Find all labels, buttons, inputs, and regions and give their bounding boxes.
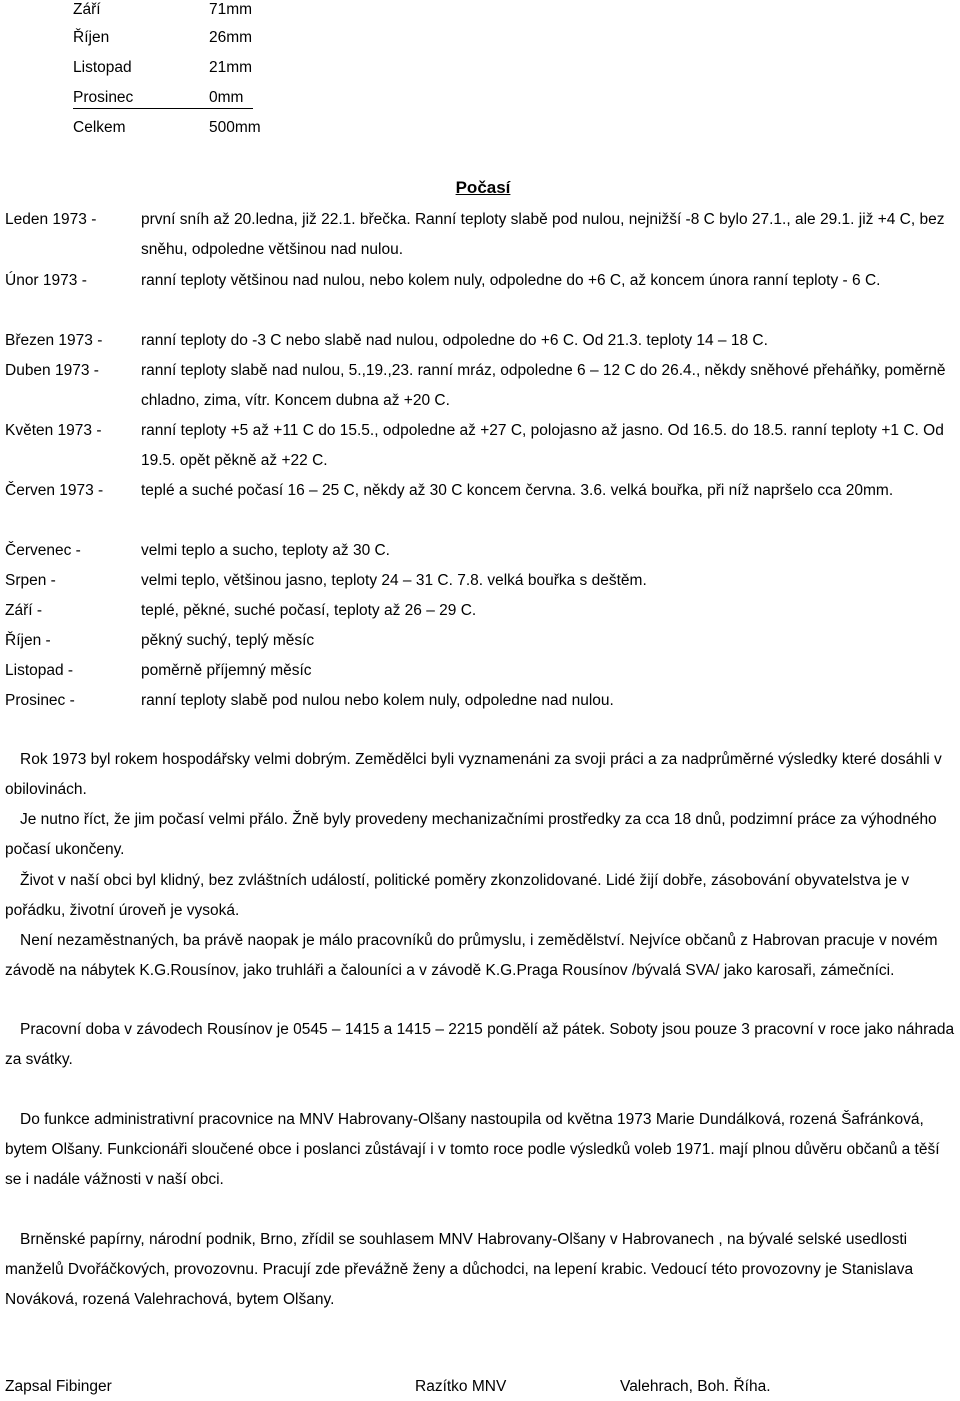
weather-row (5, 416, 960, 476)
weather-row (5, 686, 960, 716)
signature-stamp: Razítko MNV (415, 1378, 507, 1395)
weather-month-label: Květen 1973 - (5, 422, 102, 439)
chronicle-paragraph: Brněnské papírny, národní podnik, Brno, zřídil se souhlasem MNV Habrovany-Olšany v Habrovanech , na bývalé selské usedlosti manželů Dvořáčkových, provozovnu. Pracují zde převážně ženy a důchodci, na lepení krabic. Vedoucí této provozovny je Stanislava Nováková, rozená Valehrachová, bytem Olšany. (5, 1231, 914, 1308)
rainfall-value: 500mm (209, 119, 261, 136)
weather-month-label: Březen 1973 - (5, 332, 103, 349)
chronicle-paragraph: Je nutno říct, že jim počasí velmi přálo. Žně byly provedeny mechanizačními prostředky za cca 18 dnů, podzimní práce za výhodného počasí ukončeny. (5, 811, 937, 858)
weather-description: ranní teploty do -3 C nebo slabě nad nulou, odpoledne do +6 C. Od 21.3. teploty 14 – 18 C. (141, 332, 768, 349)
rainfall-value: 71mm (209, 1, 253, 18)
weather-month-label: Září - (5, 602, 43, 619)
weather-row (5, 566, 960, 596)
weather-row (5, 356, 960, 416)
chronicle-paragraph: Rok 1973 byl rokem hospodářsky velmi dobrým. Zemědělci byli vyznamenáni za svoji práci a za nadprůměrné výsledky které dosáhli v obilovinách. (5, 751, 942, 798)
weather-row (5, 476, 960, 506)
weather-description: teplé a suché počasí 16 – 25 C, někdy až 30 C koncem června. 3.6. velká bouřka, při níž napršelo cca 20mm. (141, 482, 894, 499)
chronicle-paragraph: Do funkce administrativní pracovnice na MNV Habrovany-Olšany nastoupila od května 1973 Marie Dundálková, rozená Šafránková, bytem Olšany. Funkcionáři sloučené obce i poslanci zůstávají i v tomto roce podle výsledků voleb 1971. mají plnou důvěru občanů a těší se i nadále vážnosti v naší obci. (5, 1111, 940, 1188)
weather-description: ranní teploty slabě nad nulou, 5.,19.,23. ranní mráz, odpoledne 6 – 12 C do 26.4., někdy sněhové přeháňky, poměrně chladno, zima, vítr. Koncem dubna až +20 C. (141, 362, 946, 409)
weather-month-label: Duben 1973 - (5, 362, 99, 379)
weather-month-label: Leden 1973 - (5, 211, 97, 228)
weather-description: ranní teploty +5 až +11 C do 15.5., odpoledne až +27 C, polojasno až jasno. Od 16.5. do 18.5. ranní teploty +1 C. Od 19.5. opět pěkně až +22 C. (141, 422, 944, 469)
rainfall-month: Listopad (73, 59, 132, 76)
rainfall-month: Září (73, 1, 101, 18)
weather-month-label: Prosinec - (5, 692, 75, 709)
signature-officials: Valehrach, Boh. Říha. (620, 1378, 771, 1395)
rainfall-value: 0mm (209, 89, 244, 106)
weather-month-label: Srpen - (5, 572, 56, 589)
signature-recorder: Zapsal Fibinger (5, 1378, 112, 1395)
rainfall-month: Prosinec (73, 88, 253, 109)
weather-month-label: Červen 1973 - (5, 482, 104, 499)
weather-row (5, 205, 960, 265)
weather-month-label: Únor 1973 - (5, 272, 87, 289)
weather-description: pěkný suchý, teplý měsíc (141, 632, 315, 649)
weather-description: první sníh až 20.ledna, již 22.1. břečka. Ranní teploty slabě pod nulou, nejnižší -8 C bylo 27.1., ale 29.1. již +4 C, bez sněhu, odpoledne většinou nad nulou. (141, 211, 945, 258)
rainfall-value: 21mm (209, 59, 253, 76)
weather-row (5, 626, 960, 656)
weather-description: velmi teplo, většinou jasno, teploty 24 – 31 C. 7.8. velká bouřka s deštěm. (141, 572, 647, 589)
rainfall-value: 26mm (209, 29, 253, 46)
rainfall-month: Říjen (73, 29, 110, 46)
weather-description: poměrně příjemný měsíc (141, 662, 312, 679)
weather-row (5, 536, 960, 566)
weather-description: ranní teploty většinou nad nulou, nebo kolem nuly, odpoledne do +6 C, až koncem února ranní teploty - 6 C. (141, 272, 881, 289)
weather-month-label: Listopad - (5, 662, 74, 679)
chronicle-paragraph: Pracovní doba v závodech Rousínov je 0545 – 1415 a 1415 – 2215 pondělí až pátek. Soboty jsou pouze 3 pracovní v roce jako náhrada za svátky. (5, 1021, 955, 1068)
chronicle-paragraph: Život v naší obci byl klidný, bez zvláštních událostí, politické poměry zkonzolidované. Lidé žijí dobře, zásobování obyvatelstva je v pořádku, životní úroveň je vysoká. (5, 872, 910, 919)
chronicle-paragraph: Není nezaměstnaných, ba právě naopak je málo pracovníků do průmyslu, i zemědělství. Nejvíce občanů z Habrovan pracuje v novém závodě na nábytek K.G.Rousínov, jako truhláři a čalouníci a v závodě K.G.Praga Rousínov /bývalá SVA/ jako karosaři, zámečníci. (5, 932, 938, 979)
rainfall-month: Celkem (73, 119, 126, 136)
weather-description: ranní teploty slabě pod nulou nebo kolem nuly, odpoledne nad nulou. (141, 692, 614, 709)
weather-month-label: Červenec - (5, 542, 81, 559)
weather-month-label: Říjen - (5, 632, 51, 649)
weather-description: velmi teplo a sucho, teploty až 30 C. (141, 542, 390, 559)
weather-row (5, 596, 960, 626)
section-heading-weather: Počasí (455, 178, 511, 197)
weather-row (5, 266, 960, 296)
weather-row (5, 656, 960, 686)
weather-description: teplé, pěkné, suché počasí, teploty až 26 – 29 C. (141, 602, 477, 619)
weather-row (5, 326, 960, 356)
